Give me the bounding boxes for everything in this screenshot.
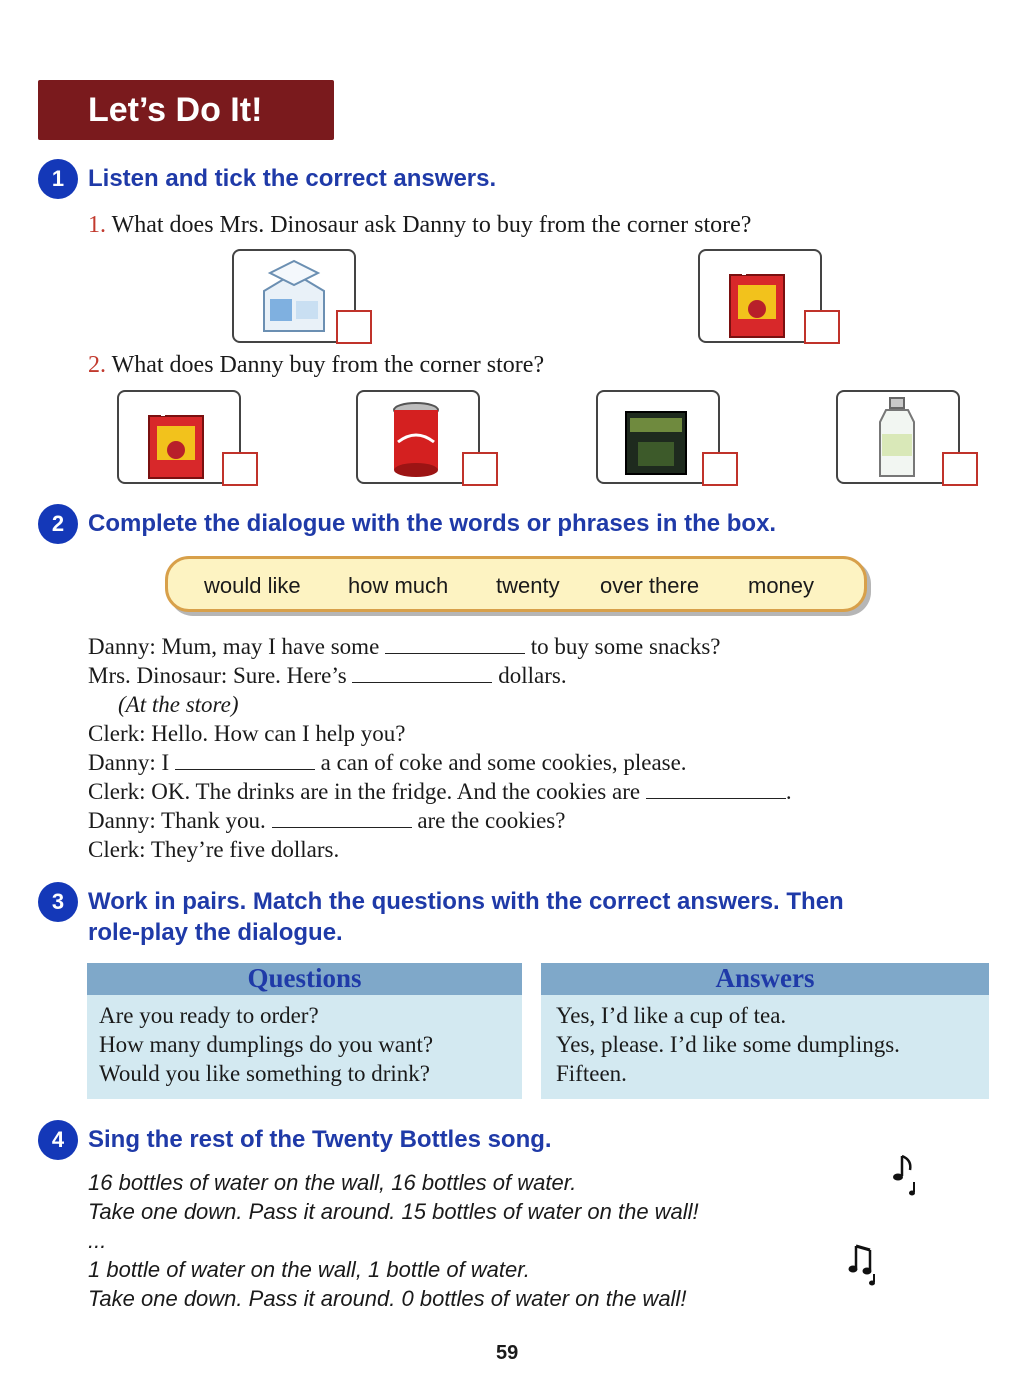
question-1-number: 1. (88, 212, 106, 238)
stage-direction: (At the store) (118, 692, 239, 717)
section-banner (38, 80, 334, 140)
section-3-heading-line-1: Work in pairs. Match the questions with the correct answers. Then (88, 888, 844, 915)
dialogue-text: Mrs. Dinosaur: Sure. Here’s (88, 663, 353, 688)
dialogue-text: Danny: Mum, may I have some (88, 634, 386, 659)
song-line-4: 1 bottle of water on the wall, 1 bottle of water. (88, 1257, 530, 1282)
word-money: money (748, 573, 815, 598)
juice-box-icon (119, 392, 239, 482)
answer-item: Fifteen. (556, 1061, 627, 1086)
dialogue-text: Clerk: Hello. How can I help you? (88, 721, 406, 746)
question-2 (88, 352, 544, 379)
song-line-2: Take one down. Pass it around. 15 bottles of water on the wall! (88, 1199, 699, 1224)
section-3-heading-line-2: role-play the dialogue. (88, 919, 343, 946)
cola-can-icon (358, 392, 478, 482)
dialogue-text: . (785, 779, 792, 804)
dialogue-text: Clerk: OK. The drinks are in the fridge. And the cookies are (88, 779, 646, 804)
dialogue-line-7 (88, 806, 565, 835)
dialogue-line-2 (88, 661, 567, 690)
song-line-1: 16 bottles of water on the wall, 16 bottles of water. (88, 1170, 577, 1195)
dialogue-line-3 (118, 690, 239, 719)
water-bottle-icon (838, 392, 958, 482)
dialogue-line-6 (88, 777, 792, 806)
juice-box-icon (700, 251, 820, 341)
question-1-text: What does Mrs. Dinosaur ask Danny to buy from the corner store? (111, 212, 752, 238)
question-item: Would you like something to drink? (99, 1061, 430, 1086)
section-1-heading: Listen and tick the correct answers. (88, 165, 497, 192)
dialogue-text: are the cookies? (411, 808, 566, 833)
music-note-icon (888, 1150, 928, 1200)
tick-box-q2-c[interactable] (702, 452, 738, 486)
answer-blank-3[interactable] (175, 749, 315, 770)
music-notes-icon (848, 1242, 888, 1288)
word-over-there: over there (600, 573, 700, 598)
dialogue-text: Danny: I (88, 750, 175, 775)
question-2-number: 2. (88, 352, 106, 378)
section-number-4: 4 (38, 1120, 78, 1160)
tick-box-q2-a[interactable] (222, 452, 258, 486)
dialogue-text: a can of coke and some cookies, please. (314, 750, 687, 775)
dialogue-text: to buy some snacks? (525, 634, 721, 659)
song-line-3: ... (88, 1228, 107, 1253)
answer-item: Yes, I’d like a cup of tea. (556, 1003, 787, 1028)
dialogue-text: dollars. (492, 663, 567, 688)
dialogue-line-4 (88, 719, 405, 748)
section-4-heading: Sing the rest of the Twenty Bottles song. (88, 1126, 552, 1153)
answer-blank-5[interactable] (272, 807, 412, 828)
word-box (165, 556, 867, 612)
tick-box-q1-a[interactable] (336, 310, 372, 344)
question-item: Are you ready to order? (99, 1003, 319, 1028)
answer-blank-2[interactable] (352, 662, 492, 683)
question-1 (88, 212, 751, 239)
answer-item: Yes, please. I’d like some dumplings. (556, 1032, 900, 1057)
word-how-much: how much (348, 573, 449, 598)
song-line-5: Take one down. Pass it around. 0 bottles of water on the wall! (88, 1286, 687, 1311)
word-twenty: twenty (496, 573, 560, 598)
section-2-heading: Complete the dialogue with the words or phrases in the box. (88, 510, 777, 537)
tick-box-q2-b[interactable] (462, 452, 498, 486)
dialogue-text: Danny: Thank you. (88, 808, 272, 833)
tick-box-q2-d[interactable] (942, 452, 978, 486)
questions-table (87, 963, 522, 1099)
answer-blank-1[interactable] (385, 633, 525, 654)
answers-body (541, 995, 989, 1099)
question-2-text: What does Danny buy from the corner store? (111, 352, 545, 378)
dialogue-line-1 (88, 632, 721, 661)
tick-box-q1-b[interactable] (804, 310, 840, 344)
section-number-3: 3 (38, 882, 78, 922)
answer-blank-4[interactable] (646, 778, 786, 799)
answers-header: Answers (541, 963, 989, 995)
questions-body (87, 995, 522, 1099)
tea-box-icon (598, 392, 718, 482)
banner-title: Let’s Do It! (88, 91, 263, 129)
dialogue-text: Clerk: They’re five dollars. (88, 837, 340, 862)
dialogue-line-5 (88, 748, 687, 777)
section-number-2: 2 (38, 504, 78, 544)
answers-table (541, 963, 989, 1099)
page-number: 59 (496, 1342, 519, 1364)
section-number-1: 1 (38, 159, 78, 199)
question-item: How many dumplings do you want? (99, 1032, 434, 1057)
dialogue-line-8 (88, 835, 339, 864)
word-would-like: would like (204, 573, 301, 598)
questions-header: Questions (87, 963, 522, 995)
